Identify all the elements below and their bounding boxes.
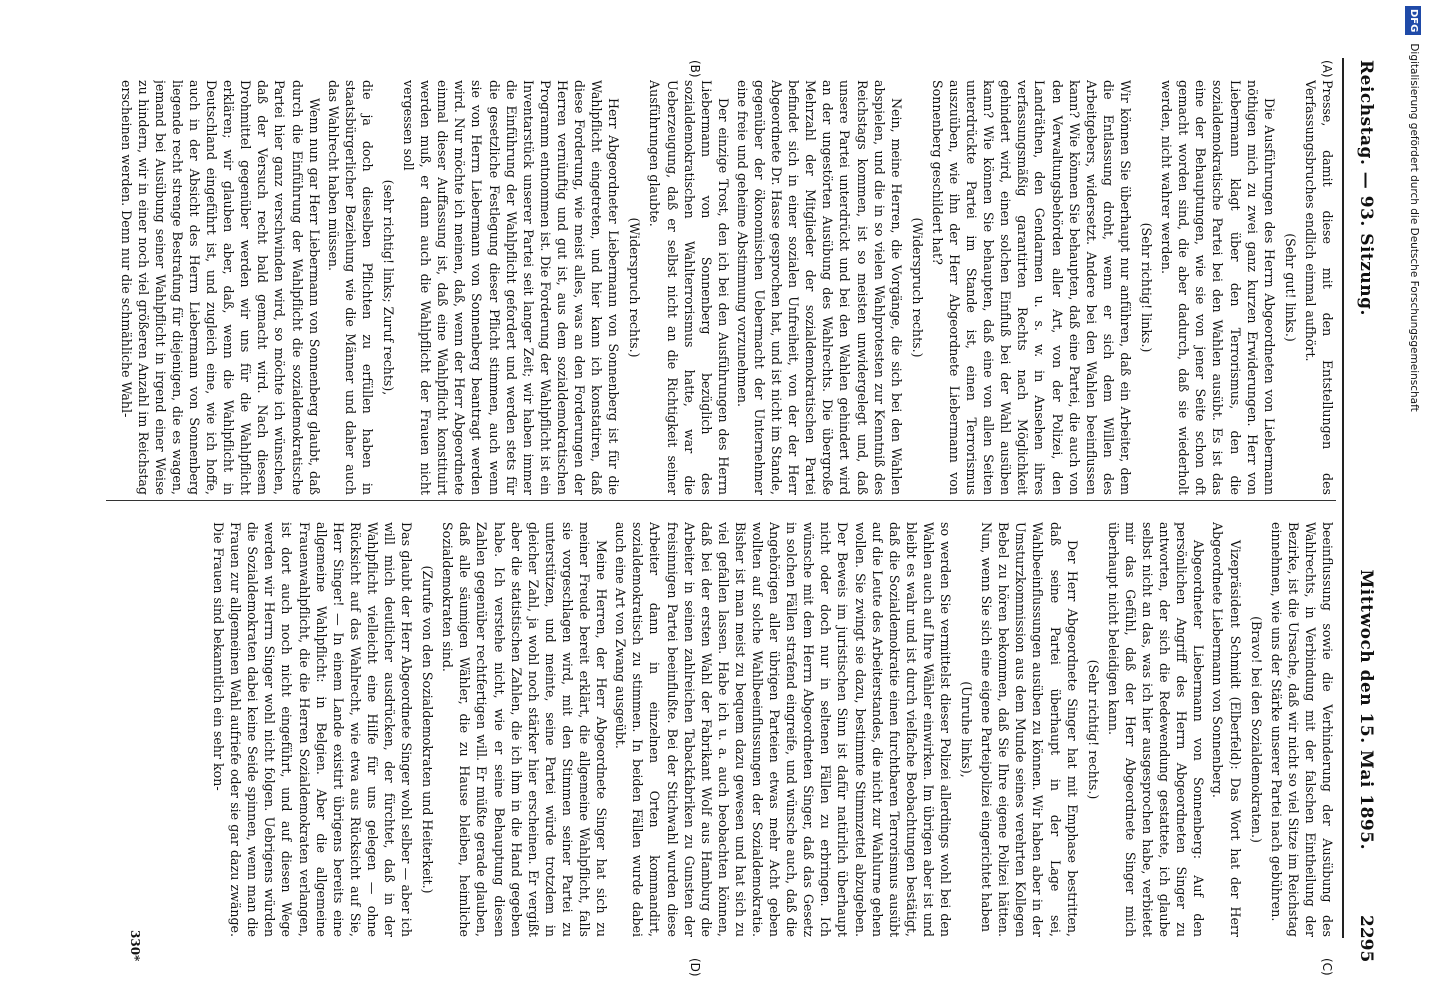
paragraph: Meine Herren, der Herr Abgeordnete Singer hat sich zu meiner Freude bereit erklärt, die allgemeine Wahlpflicht, falls sie vorgeschlagen wird, mit den Stimmen seiner Partei zu unterstützen, und meinte, seine Partei würde trotzdem in gleicher Zahl, ja wohl noch stärker hier erscheinen. Er vergißt aber die statistischen Zahlen, die ich ihm in die Hand gegeben habe. Ich verstehe nicht, wie er seine Behauptung diesen Zahlen gegenüber rechtfertigen will. Er müßte gerade glauben, daß alle säumigen Wähler, die zu Hause bleiben, heimliche Sozialdemokraten sind. [440, 522, 610, 937]
interjection: (Widerspruch rechts.) [909, 217, 925, 358]
header-rule [1342, 58, 1344, 938]
page-number: 2295 [1356, 915, 1376, 963]
paragraph: Die Ausführungen des Herrn Abgeordneten von Liebermann nöthigen mich zu zwei ganz kurzen Erwiderungen. Herr von Liebermann klagt über den Terrorismus, den die sozialdemokratische Partei bei den Wahlen ausübt. Es ist das eine der Behauptungen, wie sie von jener Seite schon oft gemacht worden sind, die aber dadurch, daß sie wiederholt werden, nicht wahrer werden. [1159, 80, 1277, 495]
credit-text: Digitalisierung gefördert durch die Deutsche Forschungsgemeinschaft [1408, 43, 1420, 412]
interjection: (Zurufe von den Sozialdemokraten und Heiterkeit.) [420, 565, 436, 894]
column-divider [106, 500, 1336, 501]
interjection: (Widerspruch rechts.) [627, 217, 643, 358]
paragraph: Der Herr Abgeordnete Singer hat mit Emphase bestritten, daß seine Partei überhaupt in der Lage sei, Wahlbeeinflussungen ausüben zu können. Wir haben aber in der Umsturzkommission aus dem Munde seines verehrten Kollegen Bebel zu hören bekommen, daß Sie Ihre eigene Polizei hätten. Nun, wenn Sie sich eine eigene Parteipolizei eingerichtet haben [979, 522, 1080, 937]
right-text-column [106, 522, 1336, 937]
margin-mark-d: (D) [688, 958, 702, 977]
page-header [1346, 0, 1382, 1000]
paragraph: Abgeordneter Liebermann von Sonnenberg: Auf den persönlichen Angriff des Herrn Abgeordneten Singer zu antworten, der sich die Redewendung gestattete, ich glaube selbst nicht an das, was ich hier ausgesprochen habe, verbietet mir das Gefühl, daß der Herr Abgeordnete Singer mich überhaupt nicht beleidigen kann. [1105, 522, 1207, 937]
margin-mark-c: (C) [1320, 958, 1334, 976]
interjection: (Sehr gut! links.) [1282, 233, 1298, 342]
paragraph: so werden Sie vermittelst dieser Polizei allerdings wohl bei den Wahlen auch auf Ihre Wähler einwirken. Im übrigen aber ist und bleibt es wahr und ist durch vielfache Beobachtungen bestätigt, daß die Sozialdemokratie einen furchtbaren Terrorismus ausübt auf die Leute des Arbeiterstandes, die nicht zur Wahlurne gehen wollen. Sie zwingt sie dazu, bestimmte Stimmzettel abzugeben. Der Beweis im juristischen Sinn ist dafür natürlich überhaupt nicht oder doch nur in seltenen Fällen zu erbringen. Ich wünsche mit dem Herrn Abgeordneten Singer, daß das Gesetz in solchen Fällen strafend eingreife, und wünsche auch, daß die Angehörigen aller übrigen Parteien etwas mehr Acht geben wollten auf solche Wahlbeeinflussungen der Sozialdemokratie. Bisher ist man meist zu bequem dazu gewesen und hat sich zu viel gefallen lassen. Habe ich u. a. auch beobachten können, daß bei der ersten Wahl der Fabrikant Wolf aus Hamburg die Arbeiter in seinen zahlreichen Tabackfabriken zu Gunsten der freisinnigen Partei beeinflußte. Bei der Stichwahl wurden diese Arbeiter dann in einzelnen Orten kommandirt, sozialdemokratisch zu stimmen. In beiden Fällen wurde dabei auch eine Art von Zwang ausgeübt. [613, 522, 954, 937]
credit-line [1404, 6, 1424, 991]
paragraph: die ja doch dieselben Pflichten zu erfüllen haben in staatsbürgerlicher Beziehung wie die Männer und daher auch das Wahlrecht haben müssen. [325, 80, 375, 495]
margin-mark-b: (B) [688, 60, 702, 78]
paragraph: Vizepräsident Schmidt (Elberfeld): Das Wort hat der Herr Abgeordnete Liebermann von Sonnenberg. [1210, 522, 1243, 937]
interjection: (Sehr richtig! links.) [1139, 222, 1155, 353]
paragraph: Presse, damit diese mit den Entstellungen des Verfassungsbruches endlich einmal aufhört. [1302, 80, 1335, 495]
paragraph: beeinflussung sowie die Verhinderung der Ausübung des Wahlrechts, in Verbindung mit der falschen Eintheilung der Bezirke, ist die Ursache, daß wir nicht so viel Sitze im Reichstag einnehmen, wie uns der Stärke unserer Partei nach gebühren. [1268, 522, 1335, 937]
paragraph: Das glaubt der Herr Abgeordnete Singer wohl selber — aber ich will mich deutlicher ausdrücken, der fürchtet, daß in der Wahlpflicht vielleicht eine Hilfe für uns gelegen — ohne Rücksicht auf das Wahlrecht, wie etwa aus Rücksicht auf Sie, Herr Singer! — In einem Lande existirt übrigens bereits eine allgemeine Wahlpflicht: in Belgien. Aber die allgemeine Frauenwahlpflicht, die die Herren Sozialdemokraten verlangen, ist dort auch noch nicht eingeführt, und auf diesen Wege werden wir Herrn Singer wohl nicht folgen. Uebrigens würden die Sozialdemokraten dabei keine Seide spinnen, wenn man die Frauen zur allgemeinen Wahl aufriefe oder sie gar dazu zwänge. Die Frauen sind bekanntlich ein sehr kon- [211, 522, 415, 937]
header-left: Reichstag. — 93. Sitzung. [1356, 60, 1376, 316]
paragraph: Herr Abgeordneter Liebermann von Sonnenberg ist für die Wahlpflicht eingetreten, und hier kann ich konstatiren, daß diese Forderung, wie meist alles, was an den Forderungen der Herren vernünftig und gut ist, aus dem sozialdemokratischen Programm entnommen ist. Die Forderung der Wahlpflicht ist ein Inventarstück unserer Partei seit langer Zeit; wir haben immer die Einführung der Wahlpflicht gefordert und werden stets für die gesetzliche Festlegung dieser Pflicht stimmen, auch wenn sie von Herrn Liebermann von Sonnenberg beantragt werden wird. Nur möchte ich meinen, daß, wenn der Herr Abgeordnete einmal dieser Auffassung ist, daß eine Wahlpflicht konstituirt werden muß, er dann auch die Wahlpflicht der Frauen nicht vergessen soll [401, 80, 622, 495]
digitization-credit [1404, 6, 1424, 991]
interjection: (Unruhe links), [959, 681, 975, 778]
left-text-column [106, 80, 1336, 495]
paragraph: Der einzige Trost, den ich bei den Ausführungen des Herrn Liebermann von Sonnenberg bezüglich des sozialdemokratischen Wahlterrorismus hatte, war die Ueberzeugung, daß er selbst nicht an die Richtigkeit seiner Ausführungen glaubte. [647, 80, 731, 495]
paragraph: Nein, meine Herren, die Vorgänge, die sich bei den Wahlen abspielen, und die in so vielen Wahlprotesten zur Kenntniß des Reichstags kommen, ist so meisten unwidergelegt und, daß unsere Partei unterdrückt und bei den Wahlen gehindert wird an der ungestörten Ausübung des Wahlrechts. Die übergroße Mehrzahl der Mitglieder der sozialdemokratischen Partei befindet sich in einer sozialen Unfreiheit, von der der Herr Abgeordnete Dr. Hasse gesprochen hat, und ist nicht im Stande, gegenüber der ökonomischen Uebermacht der Unternehmer eine freie und geheime Abstimmung vorzunehmen. [734, 80, 904, 495]
paragraph: Wir können Sie überhaupt nur anführen, daß ein Arbeiter, dem die Entlassung droht, wenn er sich dem Willen des Arbeitgebers, widersetzt. Andere bei den Wahlen beeinflussen kann? Wie können Sie behaupten, daß eine Partei, die auch von den Verwaltungsbehörden aller Art, von der Polizei, den Landräthen, den Gendarmen u. s. w. in Ansehen ihres verfassungsmäßig garantirten Rechts nach Möglichkeit gehindert wird, einen solchen Einfluß bei der Wahl ausüben kann? Wie können Sie behaupten, daß eine von allen Seiten unterdrückte Partei im Stande ist, einen Terrorismus auszuüben, wie ihn der Herr Abgeordnete Liebermann von Sonnenberg geschildert hat? [929, 80, 1133, 495]
header-date: Mittwoch den 15. Mai 1895. [1356, 569, 1376, 850]
sheet-signature: 330* [128, 930, 142, 962]
margin-mark-a: (A) [1320, 60, 1334, 78]
interjection: (Bravo! bei den Sozialdemokraten.) [1248, 616, 1264, 843]
interjection: (Sehr richtig! rechts.) [1085, 659, 1101, 800]
interjection: (sehr richtig! links; Zuruf rechts), [381, 179, 397, 396]
dfg-logo: DFG [1405, 6, 1421, 35]
paragraph: Wenn nun gar Herr Liebermann von Sonnenberg glaubt, daß durch die Einführung der Wahlpflicht die sozialdemokratische Partei hier ganz verschwinden wird, so möchte ich wünschen, daß der Versuch recht bald gemacht wird. Nach diesem Drohmittel gegenüber werden wir uns für die Wahlpflicht erklären; wir glauben aber, daß, wenn die Wahlpflicht in Deutschland eingeführt ist, und zugleich eine, wie ich hoffe, auch in der Absicht des Herrn Liebermann von Sonnenberg liegende recht strenge Bestrafung für diejenigen, die es wagen, jemand bei Ausübung seiner Wahlpflicht in irgend einer Weise zu hindern, wir in einer noch viel größeren Anzahl im Reichstag erscheinen werden. Denn nur die schmähliche Wahl- [118, 80, 322, 495]
